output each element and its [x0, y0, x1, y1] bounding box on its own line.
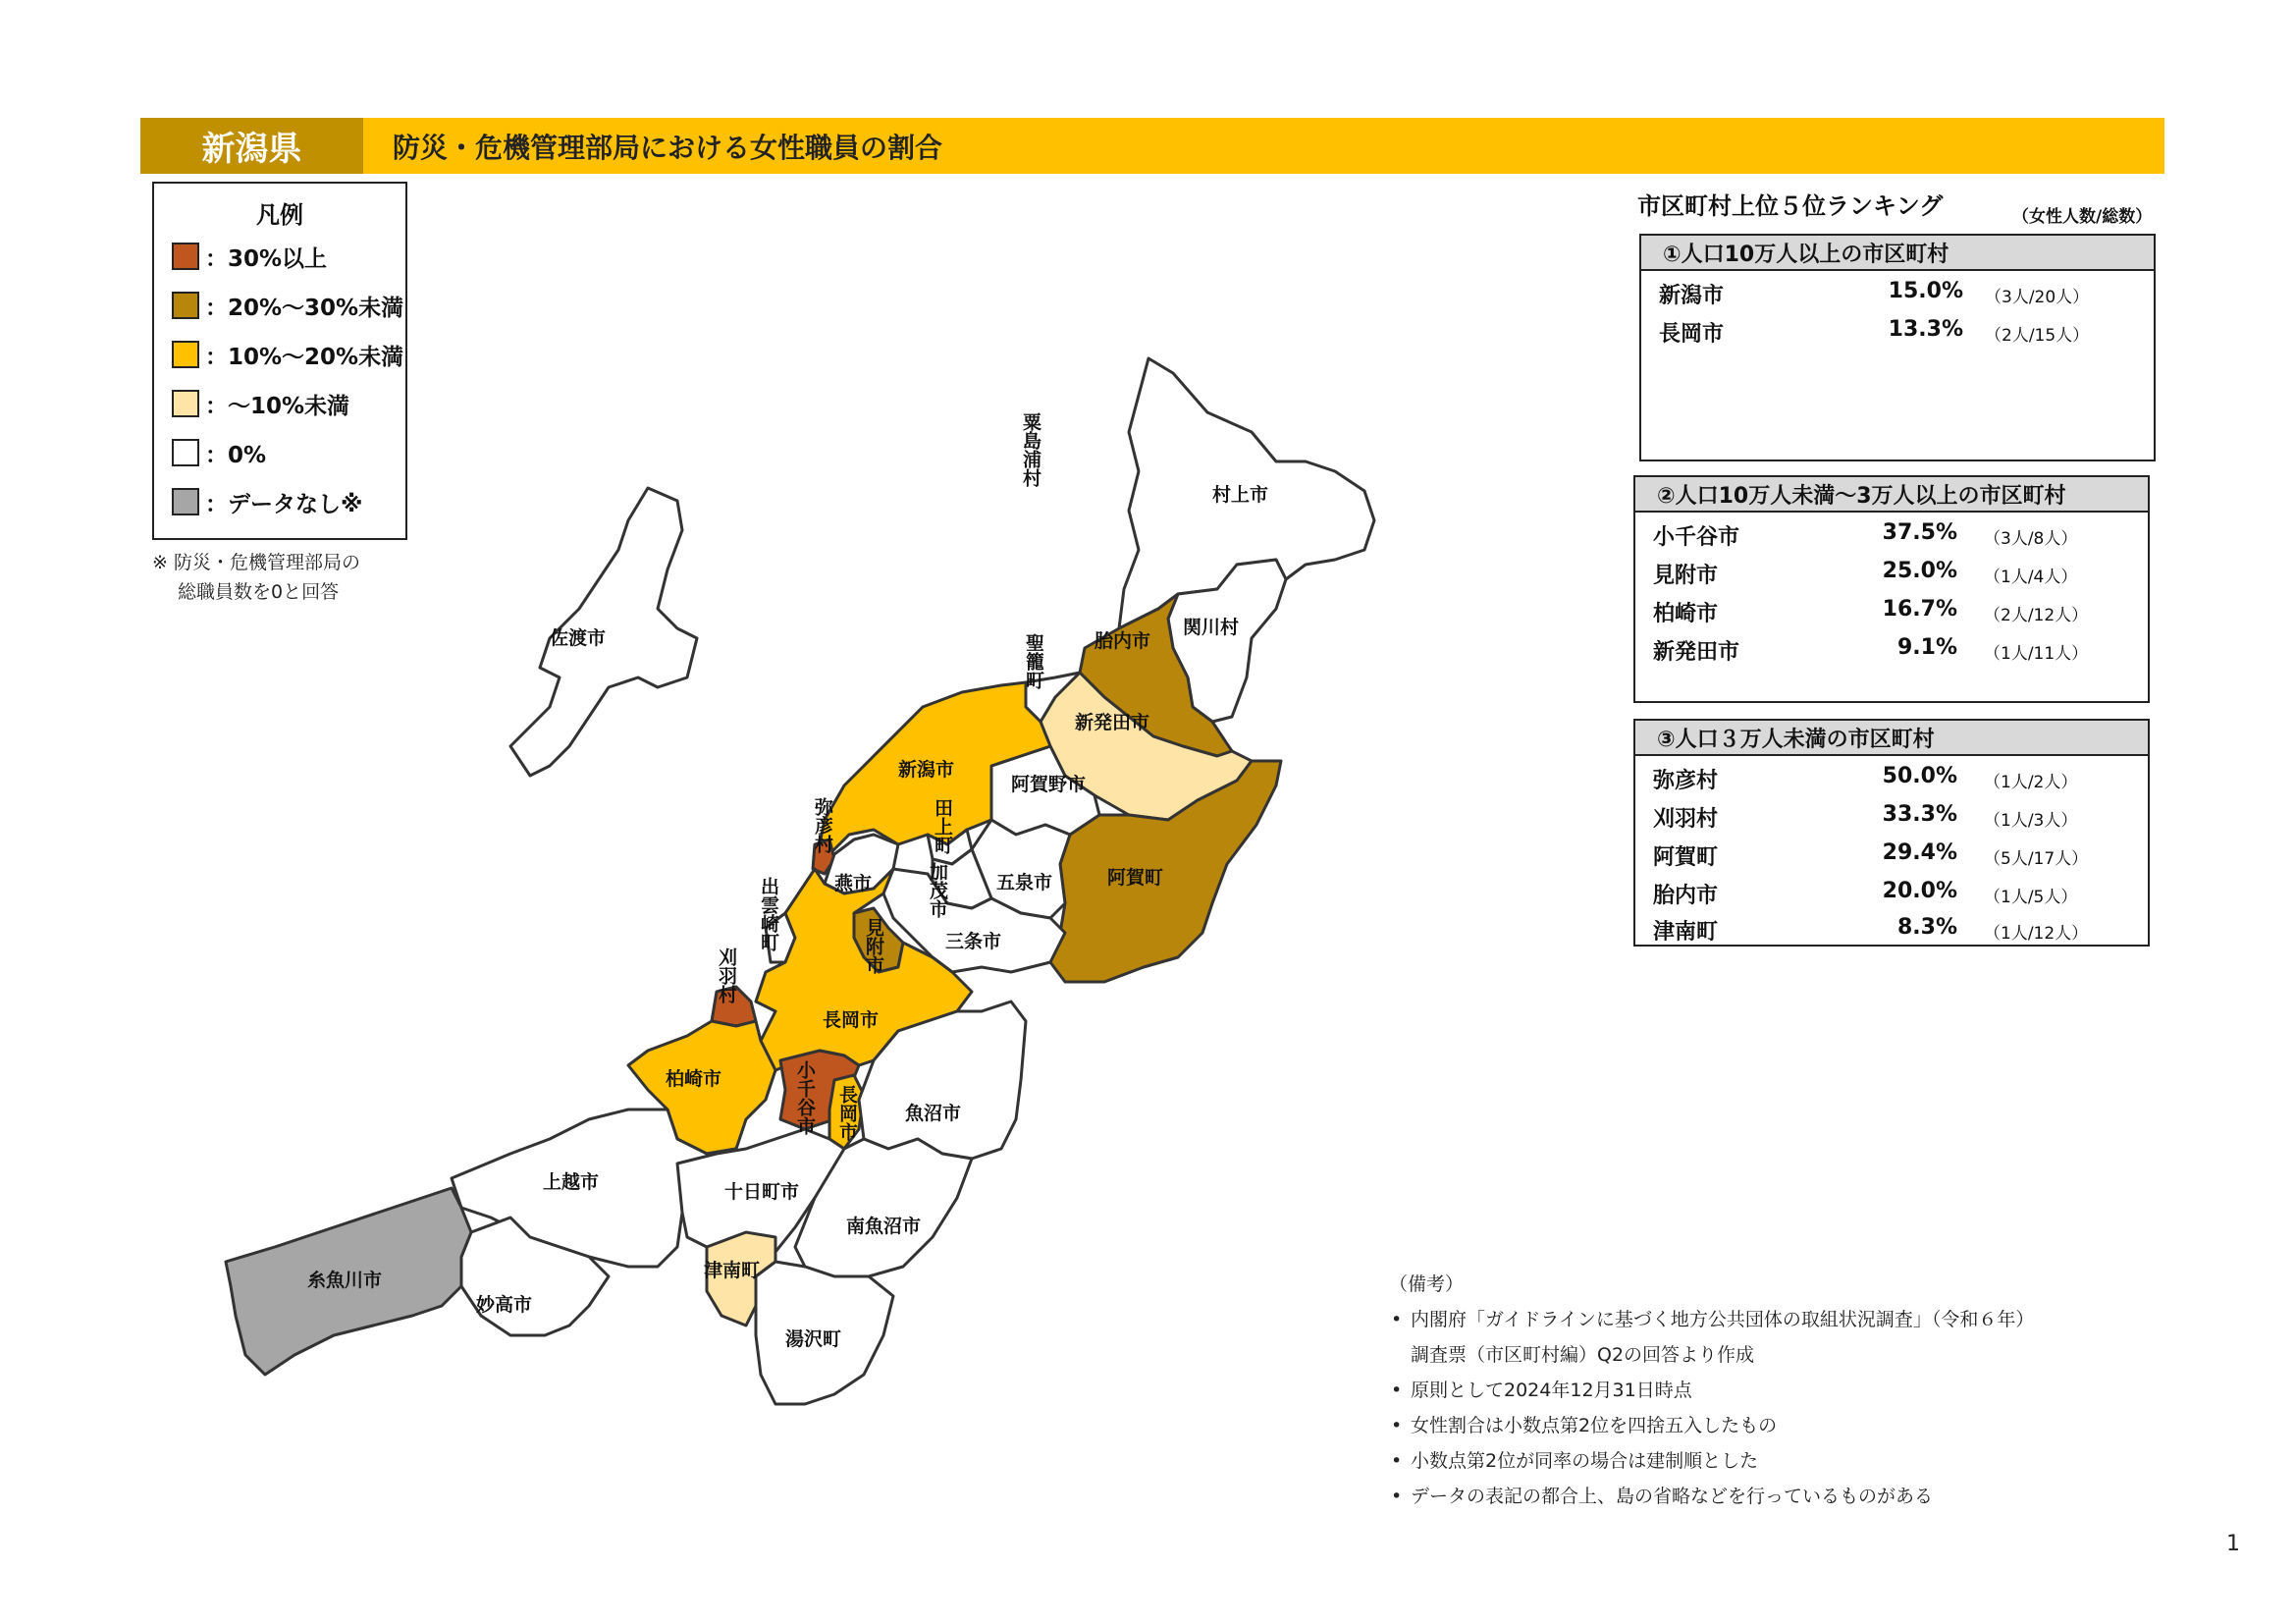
legend-label: ：0%	[205, 442, 267, 468]
ranking-caption: ②人口10万人未満～3万人以上の市区町村	[1635, 477, 2148, 513]
map-label: 長岡市	[836, 1085, 858, 1141]
ranking-count: （3人/20人）	[1985, 288, 2090, 307]
legend-note-line: 総職員数を0と回答	[178, 581, 340, 603]
map-label: 小千谷市	[794, 1060, 816, 1135]
ranking-row	[1635, 760, 2148, 797]
map-label: 三条市	[945, 931, 1002, 952]
map-label: 妙高市	[476, 1294, 533, 1316]
ranking-count: （1人/3人）	[1984, 811, 2078, 831]
ranking-row	[1635, 516, 2148, 554]
ranking-pct: 25.0%	[1882, 559, 1957, 583]
legend-label: ：10%～20%未満	[205, 344, 404, 370]
ranking-name: 弥彦村	[1653, 769, 1719, 793]
map-label: 燕市	[834, 873, 873, 894]
ranking-row	[1635, 837, 2148, 874]
ranking-pct: 50.0%	[1882, 764, 1957, 788]
ranking-name: 小千谷市	[1653, 525, 1740, 550]
ranking-count: （1人/4人）	[1984, 568, 2078, 587]
ranking-row	[1635, 555, 2148, 592]
prefecture-label: 新潟県	[140, 118, 363, 174]
ranking-name: 胎内市	[1653, 884, 1719, 908]
map-label: 阿賀町	[1107, 867, 1164, 889]
ranking-row	[1641, 313, 2154, 351]
ranking-pct: 16.7%	[1882, 597, 1957, 622]
ranking-row	[1635, 911, 2148, 948]
remarks-item: • 小数点第2位が同率の場合は建制順とした	[1389, 1443, 2034, 1479]
map-label: 村上市	[1212, 484, 1269, 506]
map-label: 五泉市	[996, 872, 1053, 893]
ranking-count: （2人/15人）	[1985, 326, 2090, 346]
ranking-name: 新発田市	[1653, 640, 1740, 665]
legend-label: ：データなし※	[205, 491, 363, 517]
legend-label: ：～10%未満	[205, 393, 350, 419]
ranking-caption: ③人口３万人未満の市区町村	[1635, 721, 2148, 756]
ranking-pct: 13.3%	[1888, 317, 1963, 342]
page-number: 1	[2226, 1532, 2240, 1556]
ranking-count: （5人/17人）	[1984, 849, 2089, 869]
remarks	[1389, 1267, 2034, 1514]
map-label: 長岡市	[823, 1009, 880, 1031]
ranking-name: 見附市	[1653, 564, 1719, 588]
ranking-name: 刈羽村	[1653, 807, 1719, 832]
legend-title: 凡例	[256, 201, 303, 229]
ranking-name: 津南町	[1653, 920, 1719, 945]
remarks-item: • データの表記の都合上、島の省略などを行っているものがある	[1389, 1479, 2034, 1514]
ranking-group-1	[1639, 234, 2156, 461]
legend-label: ：30%以上	[205, 245, 328, 272]
map-label: 上越市	[543, 1171, 600, 1193]
ranking-row	[1635, 593, 2148, 630]
ranking-name: 新潟市	[1659, 284, 1725, 308]
ranking-name: 長岡市	[1659, 322, 1725, 347]
map-label: 田上町	[932, 798, 953, 854]
map-label: 柏崎市	[666, 1068, 722, 1090]
remarks-item-continued: 調査票（市区町村編）Q2の回答より作成	[1411, 1344, 1755, 1366]
map-label: 糸魚川市	[307, 1270, 383, 1291]
map-label: 弥彦村	[812, 797, 833, 853]
ranking-pct: 15.0%	[1888, 279, 1963, 303]
remarks-item: • 内閣府「ガイドラインに基づく地方公共団体の取組状況調査」（令和６年）	[1389, 1302, 2034, 1337]
ranking-count: （1人/11人）	[1984, 644, 2089, 664]
legend-note-line: ※ 防災・危機管理部局の	[152, 552, 360, 573]
ranking-unit: （女性人数/総数）	[2012, 207, 2153, 227]
map-label: 十日町市	[724, 1181, 800, 1203]
ranking-row	[1635, 631, 2148, 669]
map-label: 湯沢町	[785, 1328, 842, 1350]
map-label: 佐渡市	[550, 627, 607, 649]
map-label: 新発田市	[1075, 712, 1150, 733]
map-label: 魚沼市	[905, 1103, 962, 1124]
ranking-count: （1人/5人）	[1984, 888, 2078, 907]
ranking-count: （2人/12人）	[1984, 606, 2089, 625]
ranking-row	[1635, 875, 2148, 912]
ranking-heading: 市区町村上位５位ランキング	[1637, 192, 1944, 220]
ranking-caption: ①人口10万人以上の市区町村	[1641, 236, 2154, 271]
remarks-title: （備考）	[1389, 1273, 1465, 1295]
legend-label: ：20%～30%未満	[205, 295, 404, 321]
ranking-group-3	[1633, 719, 2150, 947]
ranking-pct: 8.3%	[1896, 915, 1957, 940]
map-label: 新潟市	[898, 759, 955, 781]
ranking-pct: 37.5%	[1882, 520, 1957, 545]
map-label: 見附市	[863, 918, 884, 974]
map-label: 出雲崎町	[758, 877, 779, 951]
map-label: 関川村	[1183, 617, 1240, 638]
page-title: 防災・危機管理部局における女性職員の割合	[363, 118, 2164, 174]
remarks-item: • 女性割合は小数点第2位を四捨五入したもの	[1389, 1408, 2034, 1443]
remarks-item: • 原則として2024年12月31日時点	[1389, 1373, 2034, 1408]
map-label: 聖籠町	[1023, 633, 1044, 689]
ranking-pct: 20.0%	[1882, 879, 1957, 903]
ranking-pct: 33.3%	[1882, 802, 1957, 827]
map-label: 粟島浦村	[1020, 412, 1041, 487]
ranking-count: （1人/2人）	[1984, 773, 2078, 792]
map-label: 阿賀野市	[1011, 774, 1087, 795]
map-label: 津南町	[704, 1260, 761, 1281]
map-label: 胎内市	[1095, 630, 1151, 652]
map-label-vertical	[1020, 411, 1041, 487]
ranking-name: 柏崎市	[1653, 602, 1719, 626]
map-label: 加茂市	[927, 862, 948, 918]
ranking-count: （3人/8人）	[1984, 529, 2078, 549]
ranking-pct: 9.1%	[1896, 635, 1957, 660]
ranking-name: 阿賀町	[1653, 845, 1719, 870]
ranking-row	[1641, 275, 2154, 312]
map-label: 刈羽村	[716, 947, 737, 1003]
ranking-group-2	[1633, 475, 2150, 703]
map-label: 南魚沼市	[846, 1216, 922, 1237]
ranking-count: （1人/12人）	[1984, 924, 2089, 944]
ranking-row	[1635, 798, 2148, 836]
ranking-pct: 29.4%	[1882, 840, 1957, 865]
